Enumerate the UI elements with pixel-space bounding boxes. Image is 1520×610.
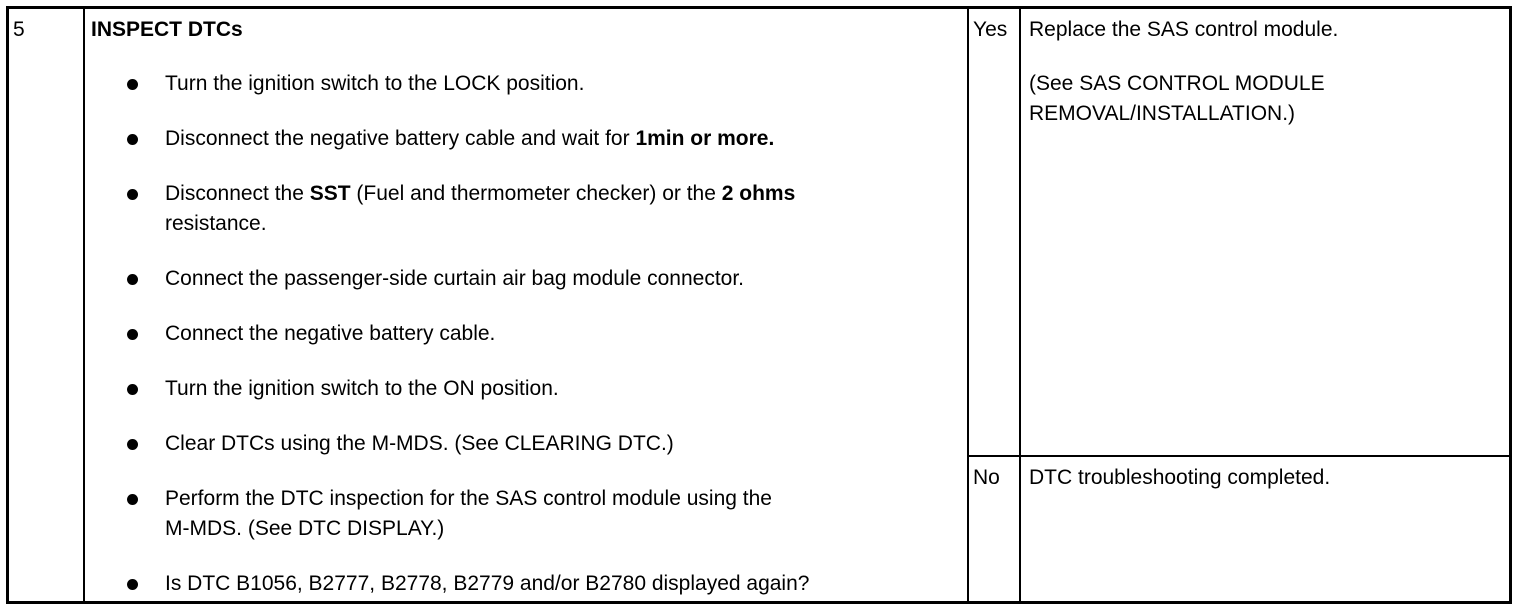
bullet-icon [127,189,138,200]
no-label: No [973,466,1000,489]
bullet-text-segment: Connect the negative battery cable. [165,322,496,345]
bullet-text [165,264,965,294]
column-divider-step [83,9,85,601]
bullet-text [165,124,965,154]
bullet-text-segment: Connect the passenger-side curtain air bag module connector. [165,267,745,290]
bullet-text [165,429,965,459]
yes-action: Replace the SAS control module. [1029,18,1339,41]
bullet-icon [127,494,138,505]
bullet-text-segment: Turn the ignition switch to the ON position. [165,377,559,400]
bullet-text-segment: Clear DTCs using the M-MDS. (See CLEARING DTC.) [165,432,674,455]
column-divider-result [967,9,969,601]
column-divider-action [1019,9,1021,601]
no-action: DTC troubleshooting completed. [1029,466,1331,489]
step-number: 5 [13,18,25,41]
bullet-text-segment: Perform the DTC inspection for the SAS control module using the [165,487,772,510]
bullet-icon [127,274,138,285]
bullet-text [165,179,965,239]
bullet-icon [127,79,138,90]
bullet-icon [127,329,138,340]
yes-reference-line2: REMOVAL/INSTALLATION.) [1029,102,1296,125]
bullet-icon [127,134,138,145]
bullet-text-segment: Disconnect the negative battery cable and wait for [165,127,636,150]
bullet-text-continuation: M-MDS. (See DTC DISPLAY.) [165,517,445,540]
bullet-text-continuation: resistance. [165,212,267,235]
row-divider-yes-no [967,455,1509,457]
emphasized-text: SST [309,182,351,205]
bullet-text [165,569,965,599]
bullet-icon [127,439,138,450]
emphasized-text: 1min or more. [635,127,775,150]
bullet-text-segment: (Fuel and thermometer checker) or the [350,182,722,205]
bullet-text-segment: Is DTC B1056, B2777, B2778, B2779 and/or B2780 displayed again? [165,572,810,595]
step-title: INSPECT DTCs [91,18,243,41]
bullet-text [165,374,965,404]
bullet-text [165,319,965,349]
emphasized-text: 2 ohms [721,182,796,205]
bullet-text-segment: Turn the ignition switch to the LOCK position. [165,72,585,95]
yes-label: Yes [973,18,1008,41]
bullet-text [165,69,965,99]
bullet-text-segment: Disconnect the [165,182,310,205]
procedure-table [6,6,1512,604]
bullet-icon [127,384,138,395]
bullet-text [165,484,965,544]
bullet-icon [127,579,138,590]
yes-reference-line1: (See SAS CONTROL MODULE [1029,72,1325,95]
